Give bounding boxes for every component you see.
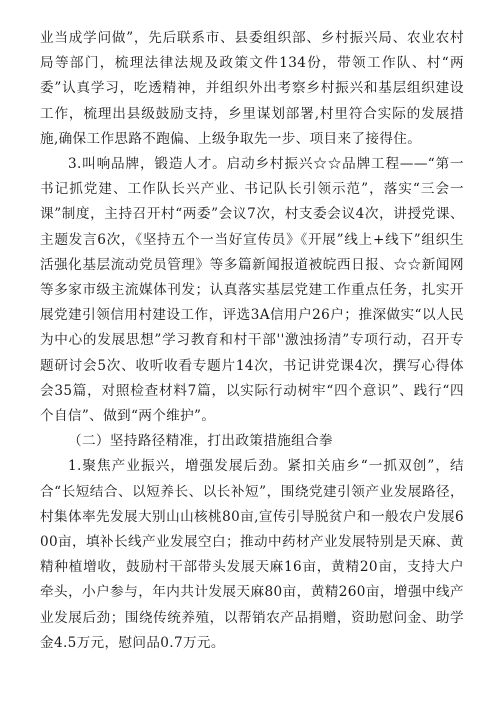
paragraph-industry-revitalization: 1.聚焦产业振兴，增强发展后劲。紧扣关庙乡“一抓双创”，结合“长短结合、以短养长、以长补短”，围绕党建引领产业发展路径，村集体率先发展大别山山核桃80亩,宣传引导脱贫户和一般农户发展600亩，填补长线产业发展空白；推动中药材产业发展特别是天麻、黄精种植增收，鼓励村干部带头发展天麻16亩，黄精20亩，支持大户牵头，小户参与，年内共计发展天麻80亩，黄精260亩，增强中线产业发展后劲；围绕传统养殖，以帮销农产品捐赠，资助慰问金、助学金4.5万元，慰问品0.7万元。	[40, 458, 464, 651]
paragraph-brand-talent: 3.叫响品牌，锻造人才。启动乡村振兴☆☆品牌工程——“第一书记抓党建、工作队长兴产业、书记队长引领示范”，落实“三会一课”制度，主持召开村“两委”会议7次，村支委会议4次，讲授党课、主题发言6次，《坚持五个一当好宣传员》《开展”线上+线下”组织生活强化基层流动党员管理》等多篇新闻报道被皖西日报、☆☆新闻网等多家市级主流媒体刊发；认真落实基层党建工作重点任务，扎实开展党建引领信用村建设工作，评选3A信用户26户；推深做实“以人民为中心的发展思想”学习教育和村干部''激浊扬清”专项行动，召开专题研讨会5次、收听收看专题片14次，书记讲党课4次，撰写心得体会35篇，对照检查材料7篇，以实际行动树牢“四个意识”、践行“四个自信”、做到“两个维护”。	[40, 156, 464, 425]
paragraph-continuation: 业当成学问做”，先后联系市、县委组织部、乡村振兴局、农业农村局等部门，梳理法律法规及政策文件134份，带领工作队、村“两委”认真学习，吃透精神，并组织外出考察乡村振兴和基层组织建设工作，梳理出县级鼓励支持，乡里谋划部署,村里符合实际的发展措施,确保工作思路不跑偏、上级争取先一步、项目来了接得住。	[40, 30, 464, 147]
section-heading: （二）坚持路径精准，打出政策措施组合拳	[68, 433, 333, 450]
